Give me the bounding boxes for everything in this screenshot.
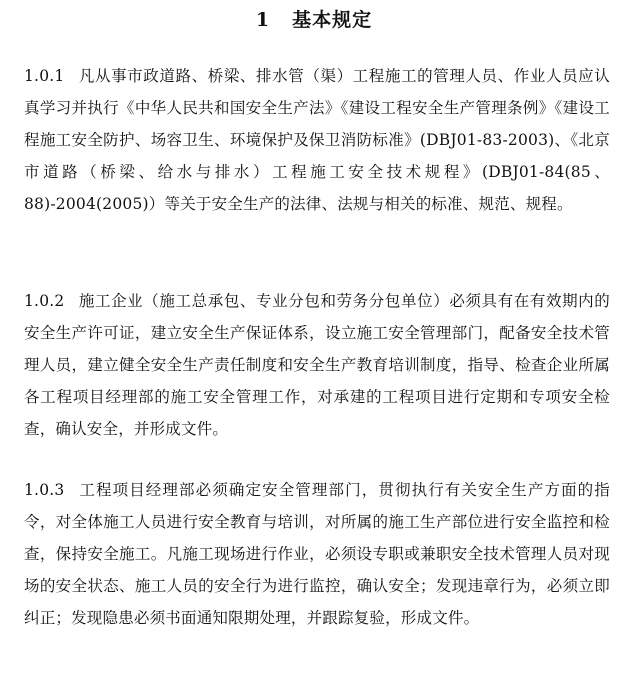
clause-number: 1.0.3 — [24, 481, 65, 499]
clause-number: 1.0.2 — [24, 292, 65, 310]
clause-number: 1.0.1 — [24, 67, 65, 85]
clause-text: 施工企业（施工总承包、专业分包和劳务分包单位）必须具有在有效期内的安全生产许可证，建立安全生产保证体系，设立施工安全管理部门，配备安全技术管理人员，建立健全安全生产责任制度和安全生产教育培训制度，指导、检查企业所属各工程项目经理部的施工安全管理工作，对承建的工程项目进行定期和专项安全检查，确认安全，并形成文件。 — [24, 292, 610, 438]
clause-paragraph — [24, 285, 610, 445]
chapter-heading — [0, 6, 628, 34]
clause-paragraph — [24, 474, 610, 634]
clause-text: 工程项目经理部必须确定安全管理部门，贯彻执行有关安全生产方面的指令，对全体施工人员进行安全教育与培训，对所属的施工生产部位进行安全监控和检查，保持安全施工。凡施工现场进行作业，必须设专职或兼职安全技术管理人员对现场的安全状态、施工人员的安全行为进行监控，确认安全；发现违章行为，必须立即纠正；发现隐患必须书面通知限期处理，并跟踪复验，形成文件。 — [24, 481, 610, 627]
clause-paragraph — [24, 60, 610, 220]
clause-text: 凡从事市政道路、桥梁、排水管（渠）工程施工的管理人员、作业人员应认真学习并执行《中华人民共和国安全生产法》《建设工程安全生产管理条例》《建设工程施工安全防护、场容卫生、环境保护及保卫消防标准》(DBJ01-83-2003)、《北京市道路（桥梁、给水与排水）工程施工安全技术规程》(DBJ01-84(85、88)-2004(2005)）等关于安全生产的法律、法规与相关的标准、规范、规程。 — [24, 67, 610, 213]
chapter-title: 基本规定 — [292, 9, 373, 31]
chapter-number: 1 — [255, 9, 271, 31]
